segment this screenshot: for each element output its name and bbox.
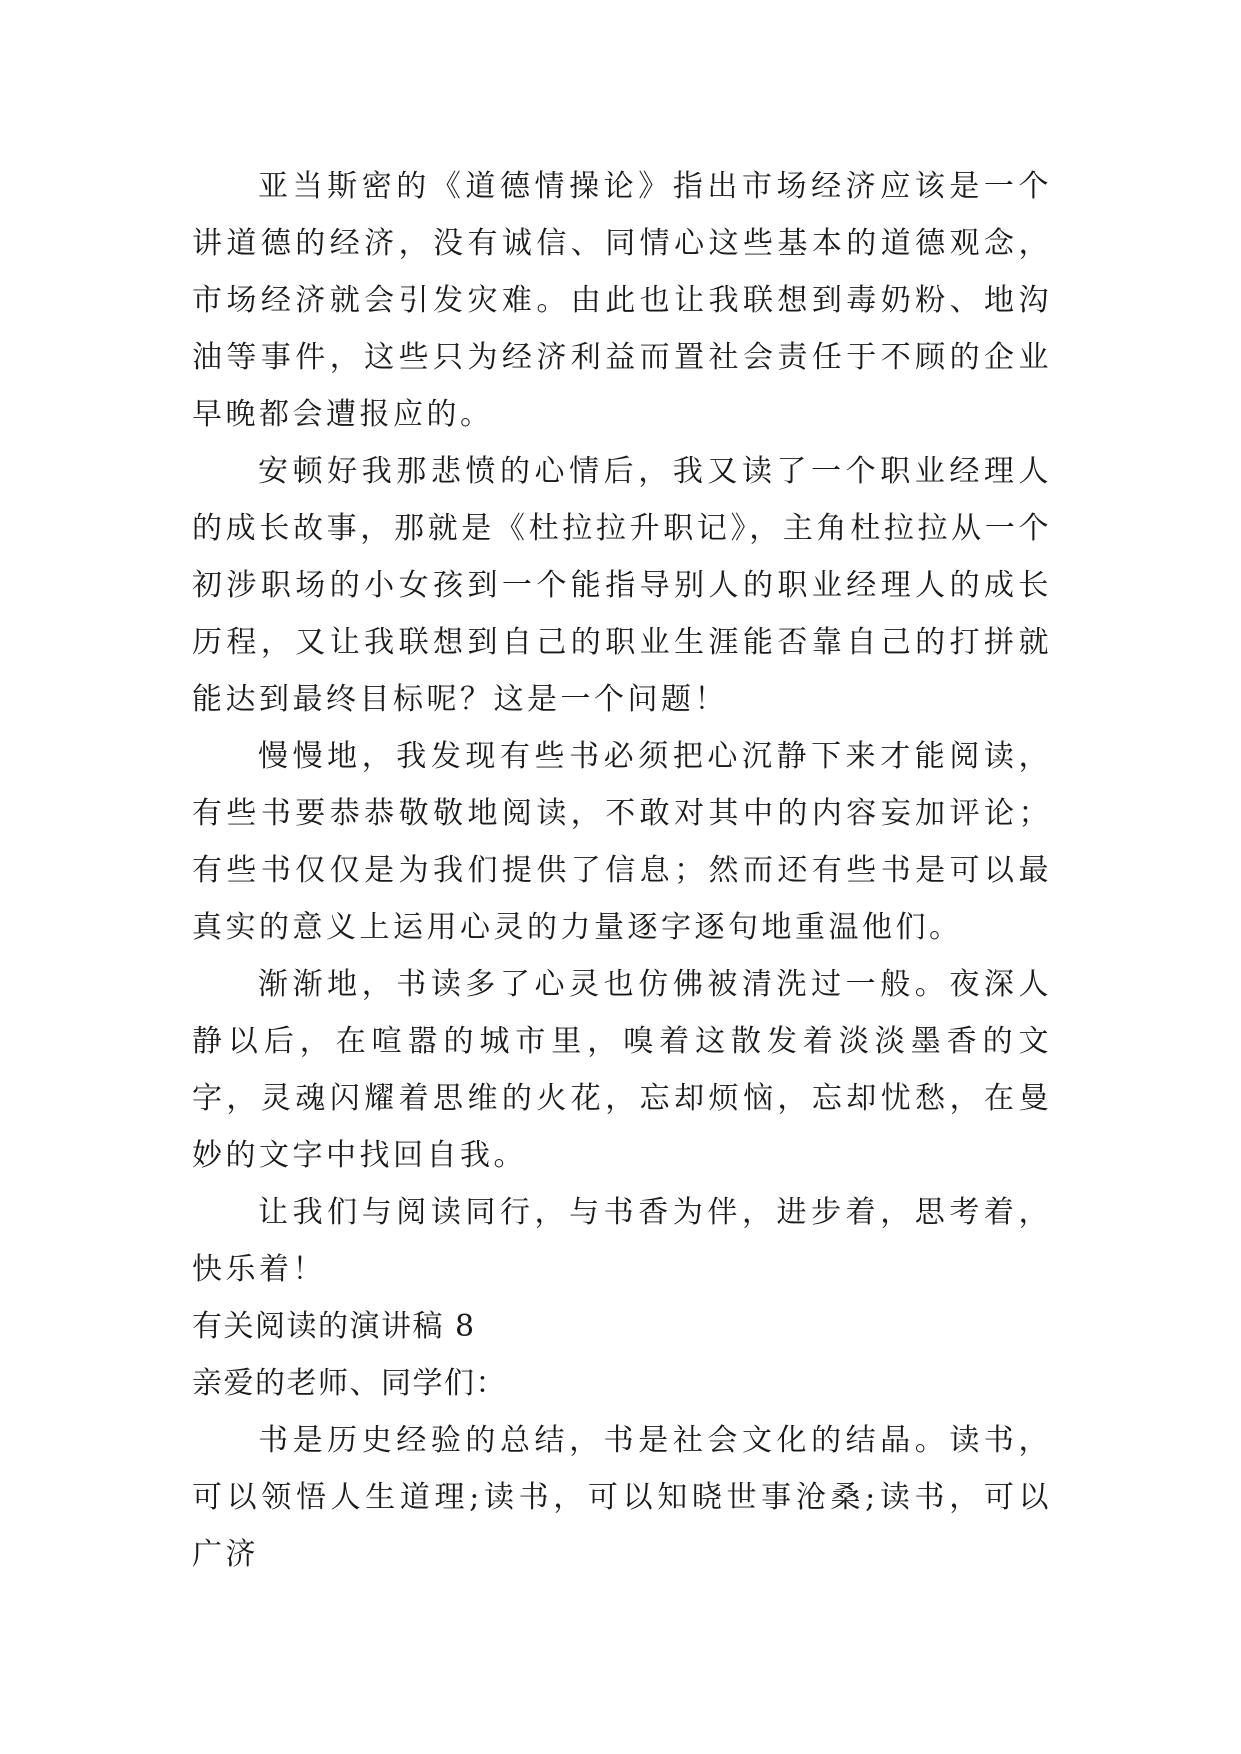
salutation: 亲爱的老师、同学们： xyxy=(192,1366,507,1401)
paragraph-books-summary: 书是历史经验的总结，书是社会文化的结晶。读书，可以领悟人生道理;读书，可以知晓世事沧桑;读书，可以广济 xyxy=(192,1423,1052,1572)
paragraph-du-lala: 安顿好我那悲愤的心情后，我又读了一个职业经理人的成长故事，那就是《杜拉拉升职记》，主角杜拉拉从一个初涉职场的小女孩到一个能指导别人的职业经理人的成长历程，又让我联想到自己的职业生涯能否靠自己的打拼就能达到最终目标呢？这是一个问题！ xyxy=(192,454,1052,717)
paragraph-slow-reading: 慢慢地，我发现有些书必须把心沉静下来才能阅读，有些书要恭恭敬敬地阅读，不敢对其中的内容妄加评论；有些书仅仅是为我们提供了信息；然而还有些书是可以最真实的意义上运用心灵的力量逐字逐句地重温他们。 xyxy=(192,739,1052,945)
paragraph-conclusion: 让我们与阅读同行，与书香为伴，进步着，思考着，快乐着！ xyxy=(192,1195,1052,1287)
paragraph-gradually: 渐渐地，书读多了心灵也仿佛被清洗过一般。夜深人静以后，在喧嚣的城市里，嗅着这散发着淡淡墨香的文字，灵魂闪耀着思维的火花，忘却烦恼，忘却忧愁，在曼妙的文字中找回自我。 xyxy=(192,967,1052,1173)
paragraph-adam-smith: 亚当斯密的《道德情操论》指出市场经济应该是一个讲道德的经济，没有诚信、同情心这些基本的道德观念，市场经济就会引发灾难。由此也让我联想到毒奶粉、地沟油等事件，这些只为经济利益而置社会责任于不顾的企业早晚都会遭报应的。 xyxy=(192,169,1052,432)
section-title: 有关阅读的演讲稿 8 xyxy=(192,1309,476,1344)
document-body xyxy=(192,158,1052,1583)
